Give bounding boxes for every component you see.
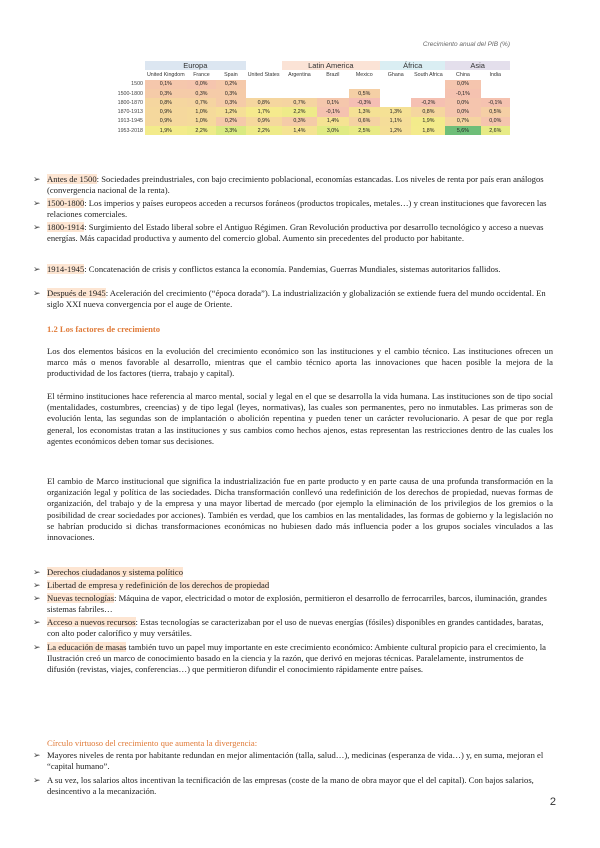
arrow-bullet-icon: ➢ [33,567,41,577]
table-cell [380,98,411,107]
bullet-item [33,617,547,639]
table-cell: -0,3% [349,98,380,107]
bullet-item [33,288,547,310]
table-cell: 0,0% [445,107,480,116]
arrow-bullet-icon: ➢ [33,775,41,785]
table-cell [282,80,318,89]
table-cell: 1,3% [380,107,411,116]
bullet-title: La educación de masas [47,642,127,652]
arrow-bullet-icon: ➢ [33,288,41,298]
arrow-bullet-icon: ➢ [33,750,41,760]
region-header-row [115,61,510,70]
bullet-title: Acceso a nuevos recursos [47,617,136,627]
bullet-title: 1914-1945 [47,264,85,274]
period-label: 1913-1945 [117,118,143,125]
table-cell [380,89,411,98]
table-cell [411,89,445,98]
table-cell: 2,6% [481,126,511,135]
bullet-item [33,750,547,772]
table-cell: 1,4% [282,126,318,135]
bullet-item [33,222,547,244]
table-cell [246,89,282,98]
table-cell: 0,0% [445,98,480,107]
table-cell: 2,5% [349,126,380,135]
arrow-bullet-icon: ➢ [33,642,41,652]
table-cell: 2,2% [282,107,318,116]
country-label: Mexico [355,71,373,78]
figure-caption: Crecimiento anual del PIB (%) [422,41,510,48]
arrow-bullet-icon: ➢ [33,198,41,208]
arrow-bullet-icon: ➢ [33,264,41,274]
region-europa: Europa [145,61,246,70]
table-row [115,126,510,135]
table-cell: 0,2% [216,117,245,126]
table-cell: 0,3% [216,98,245,107]
table-cell: 0,6% [349,117,380,126]
table-row [115,80,510,89]
table-cell: 0,3% [145,89,187,98]
country-label: Brazil [326,71,340,78]
country-header-row [115,70,510,79]
period-label: 1800-1870 [117,99,143,106]
country-label: United States [247,71,280,78]
table-row [115,107,510,116]
table-cell [282,89,318,98]
paragraph: El cambio de Marco institucional que significa la industrialización fue en parte producto y en parte causa de una profunda transformación en la organización legal y política de las sociedades. Dicha transformación conllevó una redefinición de los derechos de propiedad, nuevas formas de organización, del trabajo y de la empresa y una mayor libertad de mercado (por ejemplo la eliminación de los privilegios de los gremios o la posibilidad de crear sociedades por acciones). También es verdad, que los cambios en las mentalidades, las formas de gobierno y la legislación no se habrían producido si dichas transformaciones económicas no hubiesen dado más influencia poder a los grupos sociales vinculados a las innovaciones. [47,476,553,543]
table-cell: 0,1% [145,80,187,89]
region-asia: Asia [445,61,510,70]
table-row [115,98,510,107]
bullet-text: : Aceleración del crecimiento (“época dorada”). La industrialización y globalización se extiende fuera del mundo occidental. En siglo XXI nueva convergencia por el auge de Oriente. [47,288,546,310]
arrow-bullet-icon: ➢ [33,222,41,232]
table-cell: 3,0% [317,126,348,135]
table-cell [380,80,411,89]
paragraph: El término instituciones hace referencia al marco mental, social y legal en el que se desarrolla la vida humana. Las instituciones son de tipo social (mentalidades, costumbres, creencias) y de tipo legal (leyes, normativas), las cuales son permanentes, pero no inmutables. Las primeras son de evolución lenta, las segundas son de implantación o abolición repentina y pueden tener un carácter revolucionario. A pesar de que por regla general, los economistas tratan a las instituciones y sus cambios como hechos ajenos, estas representan las restricciones dentro de las cuales los agentes económicos deben tomar sus decisiones. [47,391,553,446]
bullet-text: : Estas tecnologías se caracterizaban por el uso de nuevas energías (fósiles) disponibles en grandes cantidades, baratas, con alto poder calorífico y muy versátiles. [47,617,544,639]
table-cell: 5,6% [445,126,480,135]
table-cell: 0,0% [445,80,480,89]
table-cell: 0,8% [411,107,445,116]
table-cell [411,80,445,89]
bullet-text: Mayores niveles de renta por habitante redundan en mejor alimentación (talla, salud…), medicinas (esperanza de vida…) y, en suma, mejoran el “capital humano”. [47,750,544,772]
table-cell: 2,2% [246,126,282,135]
period-label: 1500 [131,81,143,88]
period-label: 1953-2018 [117,127,143,134]
bullet-text: : Los imperios y países europeos acceden a recursos foráneos (productos tropicales, metales…) y crean instituciones que favorecen las relaciones comerciales. [47,198,547,220]
country-label: Ghana [387,71,404,78]
table-cell: 1,9% [411,117,445,126]
table-cell: 1,4% [317,117,348,126]
country-label: China [456,71,470,78]
table-cell: 0,5% [481,107,511,116]
bullet-item [33,174,547,196]
bullet-text: : Sociedades preindustriales, con bajo crecimiento poblacional, economías estancadas. Los niveles de renta por país eran análogos (convergencia nacional de la renta). [47,174,544,196]
table-cell [481,80,511,89]
table-cell [317,89,348,98]
bullet-item [33,642,547,676]
bullet-item [33,775,547,797]
paragraph: Los dos elementos básicos en la evolución del crecimiento económico son las instituciones y el cambio técnico. Las instituciones ofrecen un marco más o menos favorable al desarrollo, mientras que el cambio técnico aporta las innovaciones que hacen posible la mejora de la productividad de los factores (tierra, trabajo y capital). [47,346,553,379]
table-cell: 0,8% [246,98,282,107]
country-label: Spain [224,71,238,78]
table-cell: 0,1% [317,98,348,107]
arrow-bullet-icon: ➢ [33,580,41,590]
table-cell: 0,8% [145,98,187,107]
table-row [115,89,510,98]
table-cell: 0,3% [282,117,318,126]
period-label: 1870-1913 [117,109,143,116]
country-label: India [489,71,501,78]
table-cell: -0,1% [481,98,511,107]
table-cell: 0,5% [349,89,380,98]
table-cell: 0,9% [145,107,187,116]
table-cell [349,80,380,89]
table-cell: 0,9% [246,117,282,126]
table-cell [317,80,348,89]
bullet-text: : Surgimiento del Estado liberal sobre el Antiguo Régimen. Gran Revolución productiva por desarrollo tecnológico y acceso a nuevas energías. Más capacidad productiva y aumento del comercio global. Aumento sin precedentes del producto por habitante. [47,222,544,244]
bullet-title: 1800-1914 [47,222,85,232]
region-latin-america: Latin America [282,61,380,70]
page-number: 2 [549,796,556,808]
bullet-item [33,567,547,578]
table-cell: 1,1% [380,117,411,126]
country-label: United Kingdom [146,71,185,78]
bullet-item [33,593,547,615]
table-cell: 3,3% [216,126,245,135]
bullet-title: Nuevas tecnologías [47,593,115,603]
table-cell: 1,0% [187,107,217,116]
bullet-title: 1500-1800 [47,198,85,208]
table-cell: 0,7% [187,98,217,107]
table-cell: 1,9% [145,126,187,135]
table-cell: 1,8% [411,126,445,135]
arrow-bullet-icon: ➢ [33,174,41,184]
bullet-text: también tuvo un papel muy importante en este crecimiento económico: Ambiente cultural propicio para el crecimiento, la Ilustración creó un marco de conocimiento basado en la ciencia y la razón, que derivó en mejoras técnicas. Paralelamente, instrumentos de difusión (revistas, viajes, conferencias…) que permitieron difundir el conocimiento rápidamente entre países. [47,642,546,675]
table-cell: 1,2% [380,126,411,135]
table-row [115,117,510,126]
period-label: 1500-1800 [117,90,143,97]
table-cell [481,89,511,98]
table-cell: -0,1% [445,89,480,98]
table-cell: 0,0% [481,117,511,126]
bullet-item [33,264,547,275]
table-cell: 1,3% [349,107,380,116]
table-cell: 0,9% [145,117,187,126]
circle-title: Círculo virtuoso del crecimiento que aumenta la divergencia: [47,738,258,748]
table-cell [246,80,282,89]
section-title: 1.2 Los factores de crecimiento [47,324,161,334]
country-label: South Africa [414,71,443,78]
bullet-item [33,198,547,220]
arrow-bullet-icon: ➢ [33,617,41,627]
table-cell: 1,7% [246,107,282,116]
table-cell: 0,7% [445,117,480,126]
table-cell: -0,2% [411,98,445,107]
bullet-title: Después de 1945 [47,288,106,298]
country-label: Argentina [288,71,311,78]
table-cell: 1,2% [216,107,245,116]
region-africa: África [380,61,445,70]
table-cell: 0,2% [216,80,245,89]
bullet-text: A su vez, los salarios altos incentivan la tecnificación de las empresas (coste de la mano de obra mayor que el del capital). Con bajos salarios, desincentivo a la mecanización. [47,775,534,797]
table-cell: 2,2% [187,126,217,135]
country-label: France [193,71,210,78]
table-cell: 0,3% [187,89,217,98]
table-cell: 0,0% [187,80,217,89]
bullet-title: Antes de 1500 [47,174,97,184]
table-cell: -0,1% [317,107,348,116]
bullet-item [33,580,547,591]
table-cell: 1,0% [187,117,217,126]
bullet-title: Derechos ciudadanos y sistema político [47,567,184,577]
arrow-bullet-icon: ➢ [33,593,41,603]
bullet-title: Libertad de empresa y redefinición de los derechos de propiedad [47,580,270,590]
bullet-text: : Máquina de vapor, electricidad o motor de explosión, permitieron el desarrollo de ferrocarriles, barcos, iluminación, grandes sistemas fabriles… [47,593,547,615]
gdp-growth-table [115,61,510,135]
bullet-text: : Concatenación de crisis y conflictos estanca la economía. Pandemias, Guerras Mundiales, sistemas autoritarios fallidos. [84,264,501,274]
table-cell: 0,7% [282,98,318,107]
table-cell: 0,3% [216,89,245,98]
